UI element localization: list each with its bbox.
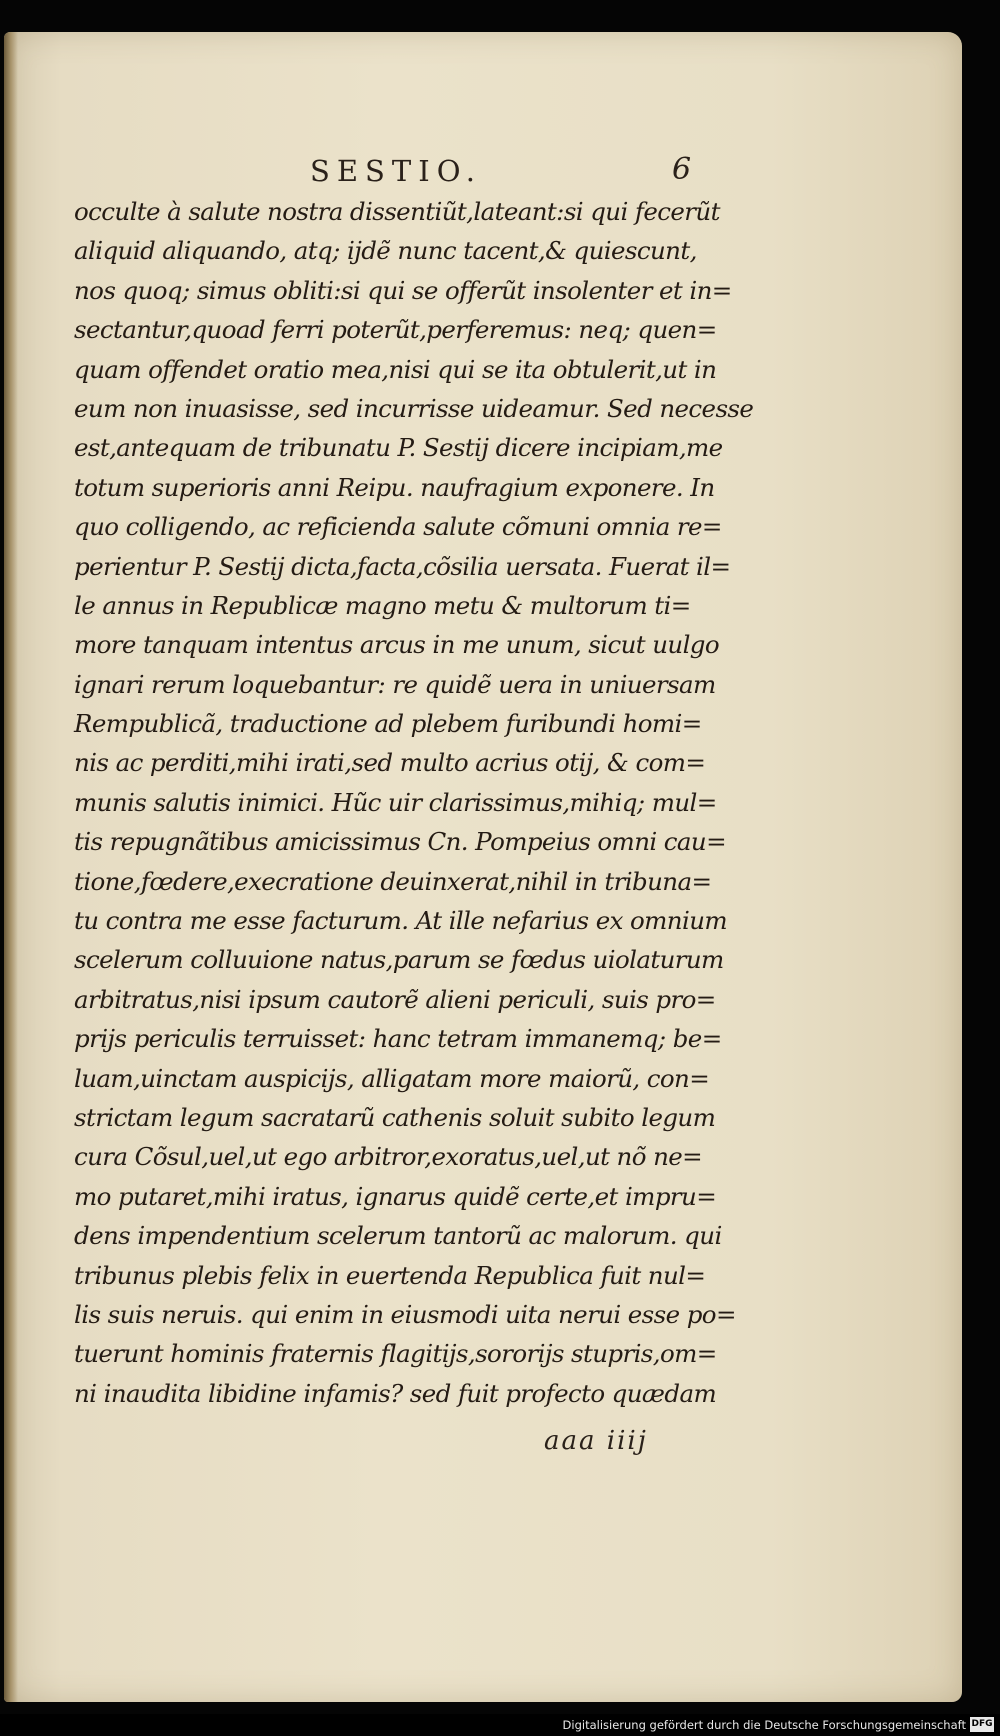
text-line: nos quoq; simus obliti:si qui se offerũt insolenter et in= — [74, 275, 732, 305]
text-line: nis ac perditi,mihi irati,sed multo acrius otij, & com= — [74, 748, 706, 778]
text-line: tribunus plebis felix in euertenda Republica fuit nul= — [74, 1260, 706, 1290]
text-line: perientur P. Sestij dicta,facta,cõsilia uersata. Fuerat il= — [74, 551, 731, 581]
text-line: arbitratus,nisi ipsum cautorẽ alieni periculi, suis pro= — [74, 984, 716, 1014]
text-line: tione,fœdere,execratione deuinxerat,nihil in tribuna= — [74, 866, 712, 896]
text-line: est,antequam de tribunatu P. Sestij dicere incipiam,me — [74, 433, 723, 463]
text-line: totum superioris anni Reipu. naufragium exponere. In — [74, 472, 715, 502]
text-line: tis repugnãtibus amicissimus Cn. Pompeius omni cau= — [74, 827, 727, 857]
text-line: lis suis neruis. qui enim in eiusmodi uita nerui esse po= — [74, 1299, 736, 1329]
text-line: quo colligendo, ac reficienda salute cõmuni omnia re= — [74, 512, 722, 542]
text-line: Rempublicã, traductione ad plebem furibundi homi= — [74, 709, 702, 739]
text-line: luam,uinctam auspicijs, alligatam more maiorũ, con= — [74, 1063, 710, 1093]
text-line: quam offendet oratio mea,nisi qui se ita obtulerit,ut in — [74, 354, 717, 384]
dfg-logo-icon: DFG — [970, 1717, 994, 1732]
text-line: cura Cõsul,uel,ut ego arbitror,exoratus,uel,ut nõ ne= — [74, 1142, 703, 1172]
running-head — [4, 154, 962, 194]
signature-mark: aaa iiij — [544, 1426, 648, 1456]
text-line: tu contra me esse facturum. At ille nefarius ex omnium — [74, 906, 728, 936]
text-line: ignari rerum loquebantur: re quidẽ uera in uniuersam — [74, 669, 716, 699]
text-line: aliquid aliquando, atq; ijdẽ nunc tacent,& quiescunt, — [74, 236, 697, 266]
digitization-footer — [0, 1714, 1000, 1736]
text-line: more tanquam intentus arcus in me unum, sicut uulgo — [74, 630, 720, 660]
text-line: sectantur,quoad ferri poterũt,perferemus: neq; quen= — [74, 315, 717, 345]
text-line: dens impendentium scelerum tantorũ ac malorum. qui — [74, 1221, 722, 1251]
body-text — [74, 192, 754, 1413]
text-line: eum non inuasisse, sed incurrisse uideamur. Sed necesse — [74, 393, 754, 423]
text-line: strictam legum sacratarũ cathenis soluit subito legum — [74, 1102, 716, 1132]
text-line: tuerunt hominis fraternis flagitijs,sororijs stupris,om= — [74, 1339, 717, 1369]
funding-credit: Digitalisierung gefördert durch die Deutsche Forschungsgemeinschaft — [562, 1718, 966, 1732]
text-line: le annus in Republicæ magno metu & multorum ti= — [74, 590, 691, 620]
running-head-title: SESTIO. — [310, 154, 482, 188]
text-line: occulte à salute nostra dissentiũt,lateant:si qui fecerũt — [74, 197, 720, 226]
book-page — [4, 32, 962, 1702]
text-line: prijs periculis terruisset: hanc tetram immanemq; be= — [74, 1024, 722, 1054]
text-line: scelerum colluuione natus,parum se fœdus uiolaturum — [74, 945, 724, 975]
text-line: mo putaret,mihi iratus, ignarus quidẽ certe,et impru= — [74, 1181, 717, 1211]
text-line: munis salutis inimici. Hũc uir clarissimus,mihiq; mul= — [74, 787, 717, 817]
text-line: ni inaudita libidine infamis? sed fuit profecto quædam — [74, 1378, 717, 1408]
page-number: 6 — [672, 152, 692, 187]
